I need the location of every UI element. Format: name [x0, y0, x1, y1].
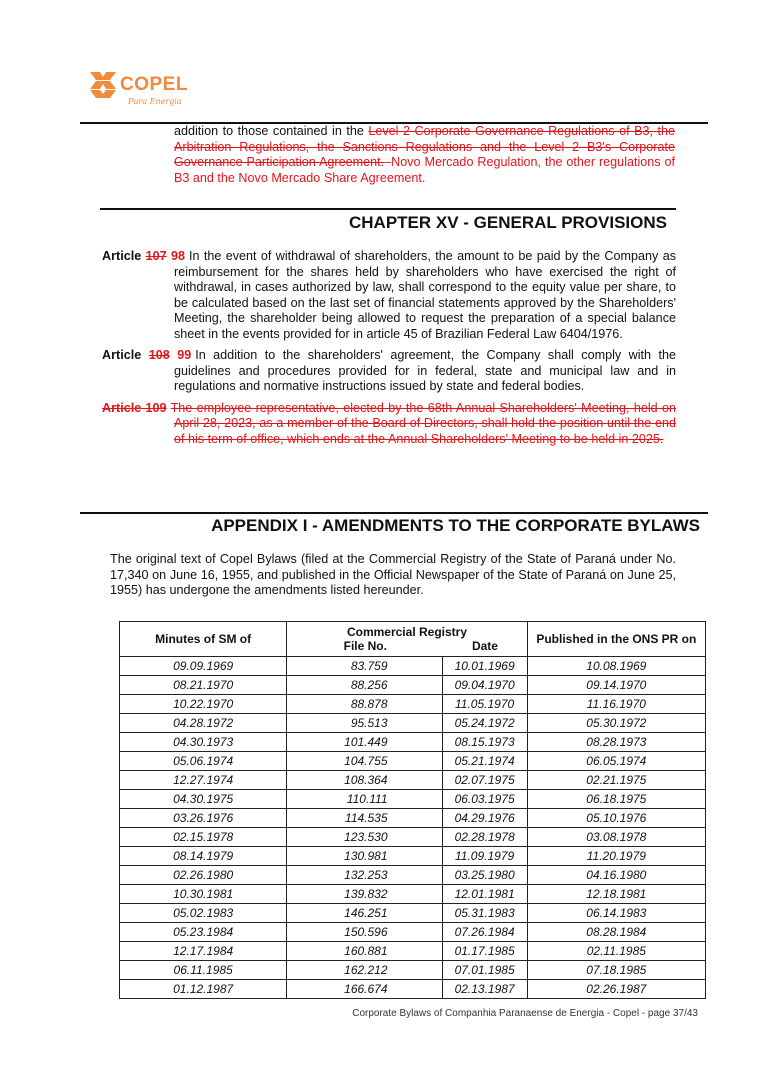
published-date: 05.10.1976	[527, 809, 705, 828]
published-date: 09.14.1970	[527, 676, 705, 695]
article-word: Article	[102, 348, 142, 362]
deleted-punct: .	[380, 155, 385, 169]
table-row	[120, 885, 706, 904]
table-row	[120, 980, 706, 999]
registry-date: 07.01.1985	[442, 961, 527, 980]
deleted-text: Level 2 Corporate Governance Regulations of B3, the Arbitration Regulations, the Sanctions Regulations and the Level 2 B3's Corporate Governance Participation Agreement	[174, 124, 675, 169]
published-date: 02.21.1975	[527, 771, 705, 790]
minutes-date: 05.23.1984	[120, 923, 287, 942]
minutes-date: 12.17.1984	[120, 942, 287, 961]
minutes-date: 10.30.1981	[120, 885, 287, 904]
file-no: 114.535	[287, 809, 442, 828]
new-number: 99	[177, 348, 192, 362]
articles-section	[102, 249, 676, 453]
header-file-no: File No.	[343, 639, 387, 653]
published-date: 05.30.1972	[527, 714, 705, 733]
published-date: 08.28.1984	[527, 923, 705, 942]
registry-date: 02.13.1987	[442, 980, 527, 999]
minutes-date: 04.28.1972	[120, 714, 287, 733]
continuation-paragraph	[174, 124, 675, 186]
continuation-lead: addition to those contained in the	[174, 124, 369, 138]
file-no: 160.881	[287, 942, 442, 961]
published-date: 06.14.1983	[527, 904, 705, 923]
file-no: 150.596	[287, 923, 442, 942]
published-date: 02.11.1985	[527, 942, 705, 961]
logo-tagline: Pura Energia	[128, 97, 182, 106]
registry-date: 11.09.1979	[442, 847, 527, 866]
old-number: 107	[145, 249, 167, 263]
file-no: 83.759	[287, 657, 442, 676]
published-date: 08.28.1973	[527, 733, 705, 752]
table-row	[120, 961, 706, 980]
chapter-rule	[100, 208, 676, 210]
appendix-title: APPENDIX I - AMENDMENTS TO THE CORPORATE BYLAWS	[211, 516, 700, 535]
registry-date: 07.26.1984	[442, 923, 527, 942]
minutes-date: 10.22.1970	[120, 695, 287, 714]
file-no: 146.251	[287, 904, 442, 923]
amendments-table	[119, 621, 706, 999]
inserted-text: –Novo Mercado Regulation, the other regulations of B3 and the Novo Mercado Share Agreement.	[174, 155, 675, 185]
new-number: 98	[170, 249, 185, 263]
table-row	[120, 676, 706, 695]
registry-date: 03.25.1980	[442, 866, 527, 885]
published-date: 03.08.1978	[527, 828, 705, 847]
copel-logo	[88, 70, 188, 106]
header-published: Published in the ONS PR on	[527, 622, 705, 657]
minutes-date: 01.12.1987	[120, 980, 287, 999]
table-row	[120, 866, 706, 885]
minutes-date: 08.21.1970	[120, 676, 287, 695]
appendix-rule	[80, 512, 708, 514]
published-date: 04.16.1980	[527, 866, 705, 885]
article-label	[102, 249, 185, 263]
published-date: 11.20.1979	[527, 847, 705, 866]
header-registry-title: Commercial Registry	[346, 625, 467, 639]
registry-date: 11.05.1970	[442, 695, 527, 714]
registry-date: 10.01.1969	[442, 657, 527, 676]
table-row	[120, 657, 706, 676]
table-row	[120, 904, 706, 923]
header-registry	[287, 622, 527, 657]
registry-date: 09.04.1970	[442, 676, 527, 695]
file-no: 108.364	[287, 771, 442, 790]
registry-date: 08.15.1973	[442, 733, 527, 752]
file-no: 162.212	[287, 961, 442, 980]
article-98	[102, 249, 676, 342]
file-no: 104.755	[287, 752, 442, 771]
file-no: 130.981	[287, 847, 442, 866]
file-no: 101.449	[287, 733, 442, 752]
logo-wordmark: COPEL	[120, 74, 188, 95]
registry-date: 02.28.1978	[442, 828, 527, 847]
table-row	[120, 790, 706, 809]
minutes-date: 04.30.1973	[120, 733, 287, 752]
registry-date: 06.03.1975	[442, 790, 527, 809]
minutes-date: 12.27.1974	[120, 771, 287, 790]
header-minutes: Minutes of SM of	[120, 622, 287, 657]
published-date: 12.18.1981	[527, 885, 705, 904]
file-no: 95.513	[287, 714, 442, 733]
minutes-date: 05.06.1974	[120, 752, 287, 771]
minutes-date: 03.26.1976	[120, 809, 287, 828]
file-no: 166.674	[287, 980, 442, 999]
published-date: 06.18.1975	[527, 790, 705, 809]
minutes-date: 05.02.1983	[120, 904, 287, 923]
table-row	[120, 923, 706, 942]
article-109-deleted	[102, 401, 676, 448]
appendix-intro: The original text of Copel Bylaws (filed at the Commercial Registry of the State of Paraná under No. 17,340 on June 16, 1955, and published in the Official Newspaper of the State of Paraná on June 25, 1955) has undergone the amendments listed hereunder.	[110, 552, 676, 597]
minutes-date: 02.15.1978	[120, 828, 287, 847]
table-row	[120, 695, 706, 714]
file-no: 123.530	[287, 828, 442, 847]
published-date: 11.16.1970	[527, 695, 705, 714]
registry-date: 05.24.1972	[442, 714, 527, 733]
file-no: 88.256	[287, 676, 442, 695]
article-text: In addition to the shareholders' agreement, the Company shall comply with the guidelines and procedures provided for in federal, state and municipal law and in regulations and normative instructions issued by state and federal bodies.	[174, 348, 677, 393]
table-row	[120, 714, 706, 733]
article-text: In the event of withdrawal of shareholders, the amount to be paid by the Company as reimbursement for the shares held by shareholders who have exercised the right of withdrawal, in cases authorized by law, shall correspond to the equity value per share, to be calculated based on the last set of financial statements approved by the Shareholders' Meeting, the shareholder being allowed to request the preparation of a special balance sheet in the events provided for in article 45 of Brazilian Federal Law 6404/1976.	[174, 249, 677, 341]
header-date: Date	[471, 639, 498, 653]
article-label	[102, 348, 191, 362]
minutes-date: 08.14.1979	[120, 847, 287, 866]
registry-date: 02.07.1975	[442, 771, 527, 790]
published-date: 10.08.1969	[527, 657, 705, 676]
page-footer: Corporate Bylaws of Companhia Paranaense de Energia - Copel - page 37/43	[352, 1008, 698, 1019]
old-number: 108	[148, 348, 170, 362]
minutes-date: 06.11.1985	[120, 961, 287, 980]
table-row	[120, 771, 706, 790]
registry-date: 01.17.1985	[442, 942, 527, 961]
published-date: 06.05.1974	[527, 752, 705, 771]
file-no: 88.878	[287, 695, 442, 714]
table-row	[120, 828, 706, 847]
registry-date: 05.31.1983	[442, 904, 527, 923]
table-row	[120, 809, 706, 828]
table-row	[120, 752, 706, 771]
published-date: 02.26.1987	[527, 980, 705, 999]
minutes-date: 04.30.1975	[120, 790, 287, 809]
table-row	[120, 733, 706, 752]
table-header-row	[120, 622, 706, 657]
article-label: Article 109	[102, 400, 167, 415]
article-word: Article	[102, 249, 142, 263]
table-row	[120, 942, 706, 961]
copel-logo-icon	[88, 70, 118, 100]
registry-date: 12.01.1981	[442, 885, 527, 904]
article-99	[102, 348, 676, 395]
file-no: 139.832	[287, 885, 442, 904]
file-no: 132.253	[287, 866, 442, 885]
registry-date: 04.29.1976	[442, 809, 527, 828]
registry-date: 05.21.1974	[442, 752, 527, 771]
published-date: 07.18.1985	[527, 961, 705, 980]
table-row	[120, 847, 706, 866]
article-text: The employee representative, elected by the 68th Annual Shareholders' Meeting, held on April 28, 2023, as a member of the Board of Directors, shall hold the position until the end of his term of office, which ends at the Annual Shareholders' Meeting to be held in 2025.	[170, 400, 677, 446]
minutes-date: 09.09.1969	[120, 657, 287, 676]
chapter-title: CHAPTER XV - GENERAL PROVISIONS	[348, 213, 667, 232]
minutes-date: 02.26.1980	[120, 866, 287, 885]
file-no: 110.111	[287, 790, 442, 809]
